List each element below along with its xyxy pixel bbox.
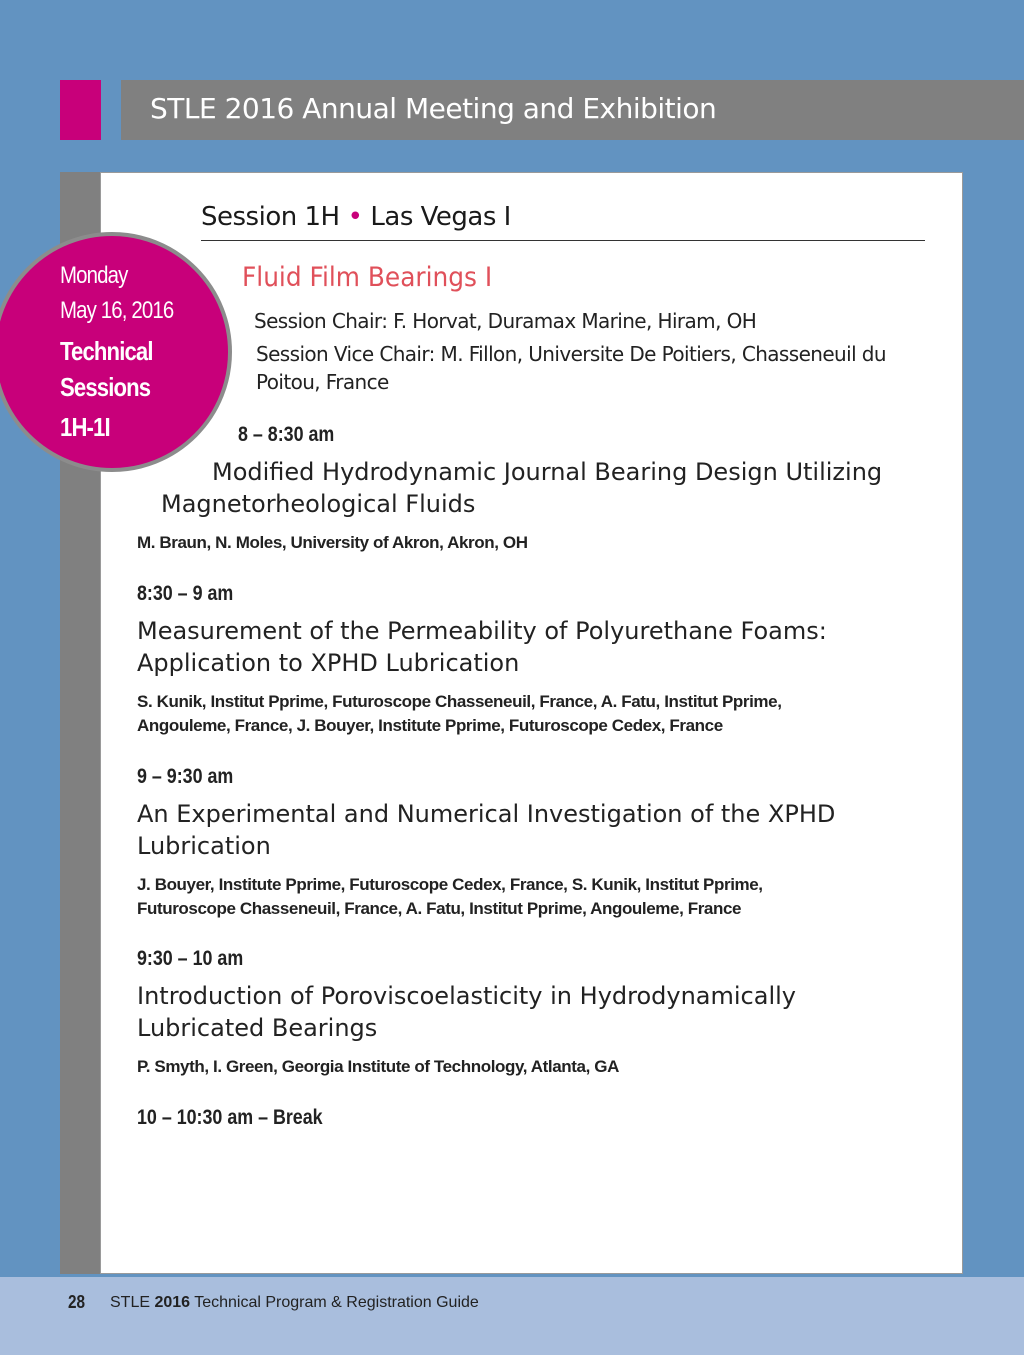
talk-time: 8:30 – 9 am — [137, 582, 234, 605]
session-separator-dot: • — [347, 202, 363, 232]
talk-title-cont: Lubrication — [137, 832, 271, 860]
badge-line1: Technical — [60, 336, 153, 366]
badge-date: May 16, 2016 — [60, 297, 174, 324]
session-chair: Session Chair: F. Horvat, Duramax Marine, Hiram, OH — [254, 309, 757, 333]
talk-authors: S. Kunik, Institut Pprime, Futuroscope Chasseneuil, France, A. Fatu, Institut Pprime, — [137, 692, 782, 711]
badge-day: Monday — [60, 262, 128, 289]
talk-title: An Experimental and Numerical Investigation of the XPHD — [137, 800, 836, 828]
talk-authors-cont: Futuroscope Chasseneuil, France, A. Fatu, Institut Pprime, Angouleme, France — [137, 899, 742, 918]
talk-authors: J. Bouyer, Institute Pprime, Futuroscope Cedex, France, S. Kunik, Institut Pprime, — [137, 875, 763, 894]
session-room: Las Vegas I — [370, 202, 511, 232]
track-title: Fluid Film Bearings I — [242, 262, 493, 293]
footer-bar — [0, 1277, 1024, 1355]
talk-title-cont: Application to XPHD Lubrication — [137, 649, 520, 677]
session-code: Session 1H — [201, 202, 340, 232]
talk-authors-cont: Angouleme, France, J. Bouyer, Institute Pprime, Futuroscope Cedex, France — [137, 716, 723, 735]
talk-title: Introduction of Poroviscoelasticity in Hydrodynamically — [137, 982, 796, 1010]
talk-authors: P. Smyth, I. Green, Georgia Institute of Technology, Atlanta, GA — [137, 1057, 619, 1076]
session-heading — [201, 202, 511, 232]
session-vice-chair: Session Vice Chair: M. Fillon, Universite De Poitiers, Chasseneuil du — [256, 342, 886, 366]
badge-range: 1H-1I — [60, 412, 110, 442]
break-label: 10 – 10:30 am – Break — [137, 1106, 323, 1129]
header-title: STLE 2016 Annual Meeting and Exhibition — [150, 92, 717, 125]
footer-org: STLE — [110, 1294, 151, 1311]
talk-time: 9 – 9:30 am — [137, 765, 234, 788]
header-accent-block — [60, 80, 101, 140]
footer-guide-title — [110, 1294, 479, 1312]
talk-authors: M. Braun, N. Moles, University of Akron, Akron, OH — [137, 533, 528, 552]
talk-title: Modified Hydrodynamic Journal Bearing Design Utilizing — [212, 458, 883, 486]
talk-time: 8 – 8:30 am — [238, 423, 335, 446]
talk-title: Measurement of the Permeability of Polyurethane Foams: — [137, 617, 827, 645]
session-divider — [201, 240, 925, 241]
talk-time: 9:30 – 10 am — [137, 947, 244, 970]
page-number: 28 — [68, 1292, 86, 1312]
talk-title-cont: Lubricated Bearings — [137, 1014, 378, 1042]
badge-line2: Sessions — [60, 372, 151, 402]
session-vice-chair-cont: Poitou, France — [256, 370, 389, 394]
talk-title-cont: Magnetorheological Fluids — [161, 490, 476, 518]
footer-year: 2016 — [154, 1294, 191, 1311]
footer-guide: Technical Program & Registration Guide — [194, 1294, 479, 1311]
